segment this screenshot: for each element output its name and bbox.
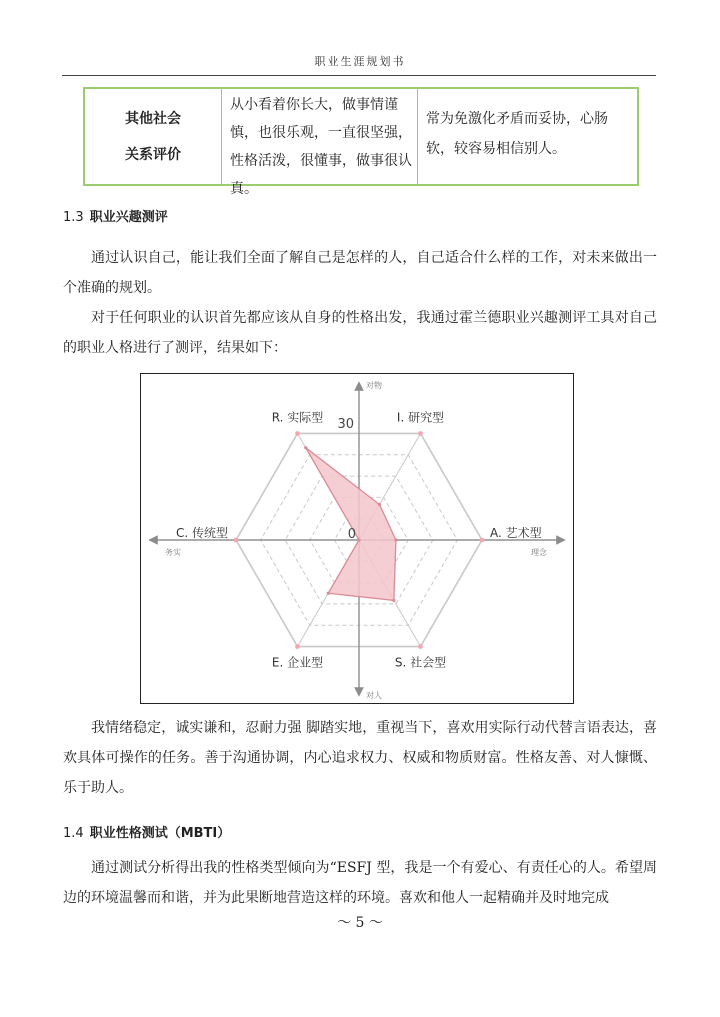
radar-vertex-dot xyxy=(295,431,300,436)
radar-category-label: A. 艺术型 xyxy=(490,526,542,540)
running-header: 职业生涯规划书 xyxy=(314,55,406,68)
radar-data-point xyxy=(378,503,381,506)
radar-category-label: C. 传统型 xyxy=(175,526,228,540)
relationship-eval-table xyxy=(83,87,639,197)
section-heading-1-3 xyxy=(63,206,168,225)
section-heading-1-4 xyxy=(63,822,230,841)
table-cell-comment-2: 常为免激化矛盾而妥协，心肠软，较容易相信别人。 xyxy=(426,111,608,157)
axis-label-right: 理念 xyxy=(531,548,547,557)
radar-data-point xyxy=(357,538,360,541)
radar-data-point xyxy=(304,446,307,449)
radar-data-point xyxy=(394,538,397,541)
radar-data-point xyxy=(392,599,395,602)
header-divider xyxy=(62,75,656,76)
paragraph-intro: 通过认识自己，能让我们全面了解自己是怎样的人，自己适合什么样的工作，对未来做出一个准确的规划。 xyxy=(63,250,657,296)
table-cell-comment-1: 从小看着你长大，做事情谨慎，也很乐观，一直很坚强，性格活泼，很懂事，做事很认真。 xyxy=(222,89,418,184)
table-label-cell xyxy=(85,89,222,184)
radar-max-label: 30 xyxy=(337,417,354,432)
radar-vertex-dot xyxy=(418,431,423,436)
section-title: 职业兴趣测评 xyxy=(89,210,168,225)
section-title: 职业性格测试（MBTI） xyxy=(89,826,231,841)
axis-label-top: 对物 xyxy=(366,381,382,390)
radar-category-label: S. 社会型 xyxy=(394,655,447,670)
table-label-line2: 关系评价 xyxy=(125,146,181,163)
section-number: 1.3 xyxy=(63,210,84,225)
paragraph-method: 对于任何职业的认识首先都应该从自身的性格出发，我通过霍兰德职业兴趣测评工具对自己的职业人格进行了测评，结果如下： xyxy=(63,310,657,356)
radar-center-label: 0 xyxy=(347,527,356,542)
radar-vertex-dot xyxy=(295,644,300,649)
paragraph-mbti: 通过测试分析得出我的性格类型倾向为“ESFJ 型，我是一个有爱心、有责任心的人。希望周边的环境温馨而和谐，并为此果断地营造这样的环境。喜欢和他人一起精确并及时地完成 xyxy=(63,860,657,906)
radar-svg xyxy=(141,374,572,702)
section-number: 1.4 xyxy=(63,826,84,841)
radar-vertex-dot xyxy=(234,538,239,543)
radar-category-label: I. 研究型 xyxy=(396,410,445,425)
axis-label-left: 务实 xyxy=(165,548,181,557)
chart-interpretation: 我情绪稳定，诚实谦和，忍耐力强 脚踏实地，重视当下，喜欢用实际行动代替言语表达，喜欢具体可操作的任务。善于沟通协调，内心追求权力、权威和物质财富。性格友善、对人慷慨、乐于助人。 xyxy=(63,720,657,796)
radar-vertex-dot xyxy=(418,644,423,649)
page-number: ～ 5 ～ xyxy=(337,915,383,931)
table-label-line1: 其他社会 xyxy=(125,110,181,127)
radar-vertex-dot xyxy=(480,538,485,543)
radar-category-label: E. 企业型 xyxy=(271,655,324,670)
holland-radar-chart xyxy=(140,373,574,704)
radar-category-label: R. 实际型 xyxy=(271,410,324,425)
radar-data-point xyxy=(327,592,330,595)
axis-label-bottom: 对人 xyxy=(366,691,382,700)
radar-data-area xyxy=(306,448,396,601)
